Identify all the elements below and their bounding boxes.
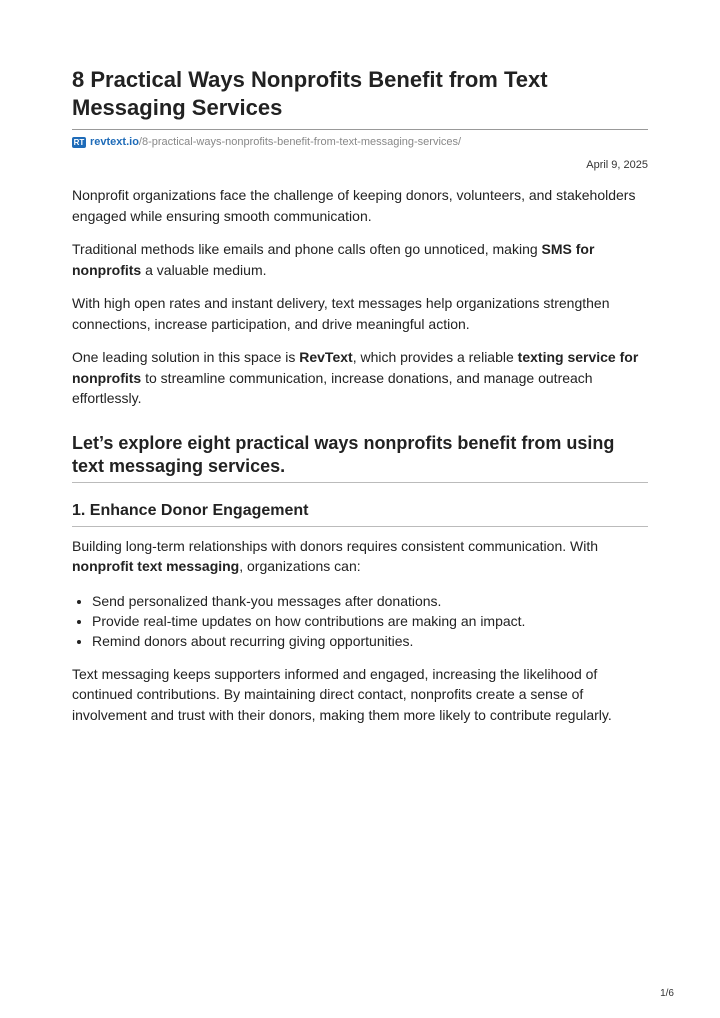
section1-heading: 1. Enhance Donor Engagement	[72, 501, 309, 519]
source-link[interactable]	[90, 136, 461, 148]
section1-bullet-list	[72, 591, 648, 651]
p4-bold-revtext: RevText	[299, 349, 353, 365]
p2-text-before: Traditional methods like emails and phone calls often go unnoticed, making	[72, 241, 542, 257]
p4-text-before: One leading solution in this space is	[72, 349, 300, 365]
section1-intro	[72, 536, 648, 577]
article-title: 8 Practical Ways Nonprofits Benefit from Text Messaging Services	[72, 67, 548, 120]
s1-bold: nonprofit text messaging	[72, 558, 240, 574]
list-item: • Provide real-time updates on how contributions are making an impact.	[92, 611, 648, 631]
intro-paragraph-1: Nonprofit organizations face the challenge of keeping donors, volunteers, and stakeholders engaged while ensuring smooth communication.	[72, 187, 636, 224]
p4-bold-texting-service: texting service for nonprofits	[72, 349, 639, 386]
section1-closing: Text messaging keeps supporters informed and engaged, increasing the likelihood of continued contributions. By maintaining direct contact, nonprofits create a sense of involvement and trust with their donors, making them more likely to contribute regularly.	[72, 665, 612, 723]
section1-divider	[72, 526, 648, 527]
intro-paragraph-3: With high open rates and instant delivery, text messages help organizations strengthen connections, increase participation, and drive meaningful action.	[72, 295, 610, 332]
intro-paragraph-4	[72, 347, 648, 409]
list-item: • Remind donors about recurring giving opportunities.	[92, 631, 648, 651]
section-heading: Let’s explore eight practical ways nonprofits benefit from using text messaging services.	[72, 432, 615, 476]
revtext-logo-icon: RT	[73, 137, 85, 147]
p2-text-after: a valuable medium.	[141, 261, 267, 278]
article-page	[72, 66, 648, 725]
s1-text-before: Building long-term relationships with donors requires consistent communication. With	[72, 537, 599, 554]
section-divider	[72, 482, 648, 483]
publish-date: April 9, 2025	[586, 159, 648, 171]
p4-text-after: to streamline communication, increase donations, and manage outreach effortlessly.	[72, 369, 593, 406]
page-number: 1/6	[660, 988, 674, 999]
p4-text-middle: , which provides a reliable	[352, 349, 518, 365]
p2-bold-sms: SMS for nonprofits	[72, 241, 595, 278]
source-domain: revtext.io	[90, 136, 139, 148]
source-line	[72, 136, 648, 148]
intro-paragraph-2	[72, 239, 648, 280]
title-divider	[72, 129, 648, 130]
source-path: /8-practical-ways-nonprofits-benefit-from-text-messaging-services/	[138, 136, 462, 148]
list-item: • Send personalized thank-you messages after donations.	[92, 591, 648, 611]
s1-text-after: , organizations can:	[239, 558, 361, 574]
